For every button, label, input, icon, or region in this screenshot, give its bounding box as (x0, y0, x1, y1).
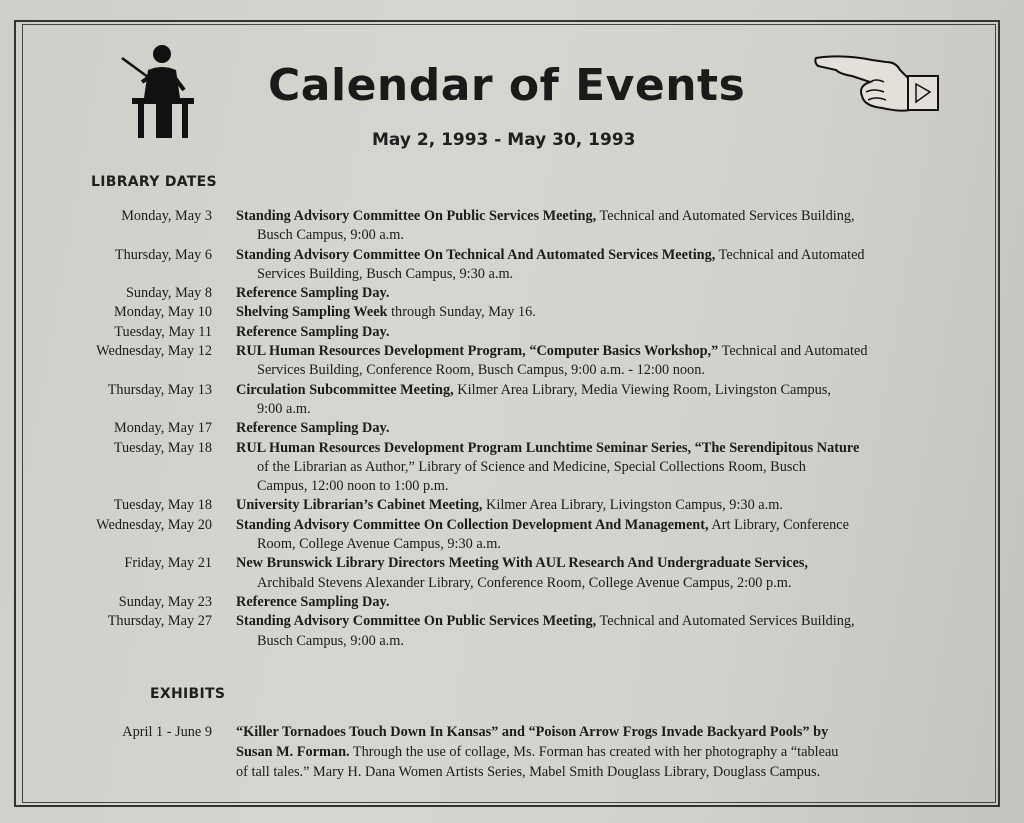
event-text (236, 303, 980, 322)
event-detail-continued: Archibald Stevens Alexander Library, Conference Room, College Avenue Campus, 2:00 p.m. (257, 574, 792, 591)
event-row (60, 439, 980, 497)
event-date: Tuesday, May 18 (113, 439, 212, 456)
event-name: RUL Human Resources Development Program, “Computer Basics Workshop,” (236, 343, 719, 360)
event-row (60, 342, 980, 381)
event-name: RUL Human Resources Development Program Lunchtime Seminar Series, “The Serendipitous Nature (236, 439, 860, 456)
event-name: Shelving Sampling Week (236, 304, 388, 321)
date-range: May 2, 1993 - May 30, 1993 (372, 130, 636, 150)
event-date: Monday, May 17 (114, 420, 212, 437)
event-name: Reference Sampling Day. (236, 323, 390, 340)
event-date: Wednesday, May 12 (96, 343, 212, 360)
exhibit-entry (60, 722, 980, 782)
event-date: Thursday, May 13 (107, 381, 212, 398)
event-row (60, 207, 980, 246)
event-detail: Kilmer Area Library, Livingston Campus, 9:30 a.m. (482, 497, 783, 514)
event-detail: through Sunday, May 16. (387, 304, 536, 321)
event-name: Reference Sampling Day. (236, 593, 390, 610)
event-text (236, 342, 980, 381)
event-detail-continued: Services Building, Conference Room, Busch Campus, 9:00 a.m. - 12:00 noon. (257, 362, 705, 379)
event-date: Wednesday, May 20 (96, 516, 212, 533)
event-detail: Technical and Automated (718, 343, 868, 360)
event-text (236, 612, 980, 651)
events-list (60, 207, 980, 651)
event-text (236, 496, 980, 515)
event-detail: Technical and Automated (715, 246, 865, 263)
event-row (60, 612, 980, 651)
event-name: New Brunswick Library Directors Meeting With AUL Research And Undergraduate Services, (236, 555, 808, 572)
event-row (60, 246, 980, 285)
exhibit-artist: Susan M. Forman. (236, 744, 350, 760)
event-detail-continued: of the Librarian as Author,” Library of Science and Medicine, Special Collections Room, Busch (257, 458, 806, 475)
event-detail: Technical and Automated Services Building, (596, 613, 855, 630)
exhibit-title: “Killer Tornadoes Touch Down In Kansas” and “Poison Arrow Frogs Invade Backyard Pools” by (236, 724, 829, 740)
event-text (236, 284, 980, 303)
event-text (236, 246, 980, 285)
event-detail: Technical and Automated Services Building, (596, 208, 855, 224)
section-exhibits: EXHIBITS (150, 686, 226, 702)
event-date: Monday, May 10 (114, 304, 212, 321)
pointing-hand-icon (812, 48, 952, 118)
event-row (60, 381, 980, 420)
event-name: Reference Sampling Day. (236, 285, 390, 302)
event-text (236, 439, 980, 497)
page-title: Calendar of Events (268, 60, 746, 111)
event-detail-continued: Room, College Avenue Campus, 9:30 a.m. (257, 536, 501, 553)
event-detail-continued: 9:00 a.m. (257, 400, 311, 417)
event-text (236, 381, 980, 420)
event-detail: Art Library, Conference (708, 516, 849, 533)
event-row (60, 323, 980, 342)
event-row (60, 516, 980, 555)
exhibit-location: of tall tales.” Mary H. Dana Women Artists Series, Mabel Smith Douglass Library, Douglass Campus. (236, 764, 821, 780)
event-detail-continued: Busch Campus, 9:00 a.m. (257, 632, 404, 649)
event-date: Sunday, May 23 (118, 593, 212, 610)
event-text (236, 516, 980, 555)
event-date: Monday, May 3 (121, 208, 212, 224)
event-name: Standing Advisory Committee On Public Services Meeting, (236, 208, 597, 224)
event-row (60, 593, 980, 612)
teacher-at-podium-icon (120, 40, 210, 140)
exhibit-description: Through the use of collage, Ms. Forman has created with her photography a “tableau (349, 744, 839, 760)
exhibit-date: April 1 - June 9 (122, 724, 212, 740)
event-row (60, 554, 980, 593)
event-name: Reference Sampling Day. (236, 420, 390, 437)
event-date: Thursday, May 6 (114, 246, 212, 263)
event-detail-continued: Busch Campus, 9:00 a.m. (257, 227, 404, 244)
event-name: Standing Advisory Committee On Technical And Automated Services Meeting, (236, 246, 716, 263)
event-text (236, 593, 980, 612)
event-text (236, 419, 980, 438)
event-date: Tuesday, May 11 (114, 323, 212, 340)
event-date: Thursday, May 27 (107, 613, 212, 630)
event-row (60, 496, 980, 515)
event-detail-continued: Services Building, Busch Campus, 9:30 a.m. (257, 265, 514, 282)
event-row (60, 303, 980, 322)
event-row (60, 284, 980, 303)
event-text (236, 554, 980, 593)
event-name: University Librarian’s Cabinet Meeting, (236, 497, 483, 514)
event-name: Standing Advisory Committee On Public Services Meeting, (236, 613, 597, 630)
event-date: Sunday, May 8 (125, 285, 212, 302)
event-detail: Kilmer Area Library, Media Viewing Room, Livingston Campus, (453, 381, 831, 398)
section-library-dates: LIBRARY DATES (91, 174, 217, 190)
event-detail-continued: Campus, 12:00 noon to 1:00 p.m. (257, 478, 449, 495)
event-text (236, 207, 980, 246)
event-name: Circulation Subcommittee Meeting, (236, 381, 454, 398)
event-row (60, 419, 980, 438)
event-text (236, 323, 980, 342)
event-name: Standing Advisory Committee On Collection Development And Management, (236, 516, 709, 533)
event-date: Tuesday, May 18 (113, 497, 212, 514)
event-date: Friday, May 21 (124, 555, 212, 572)
